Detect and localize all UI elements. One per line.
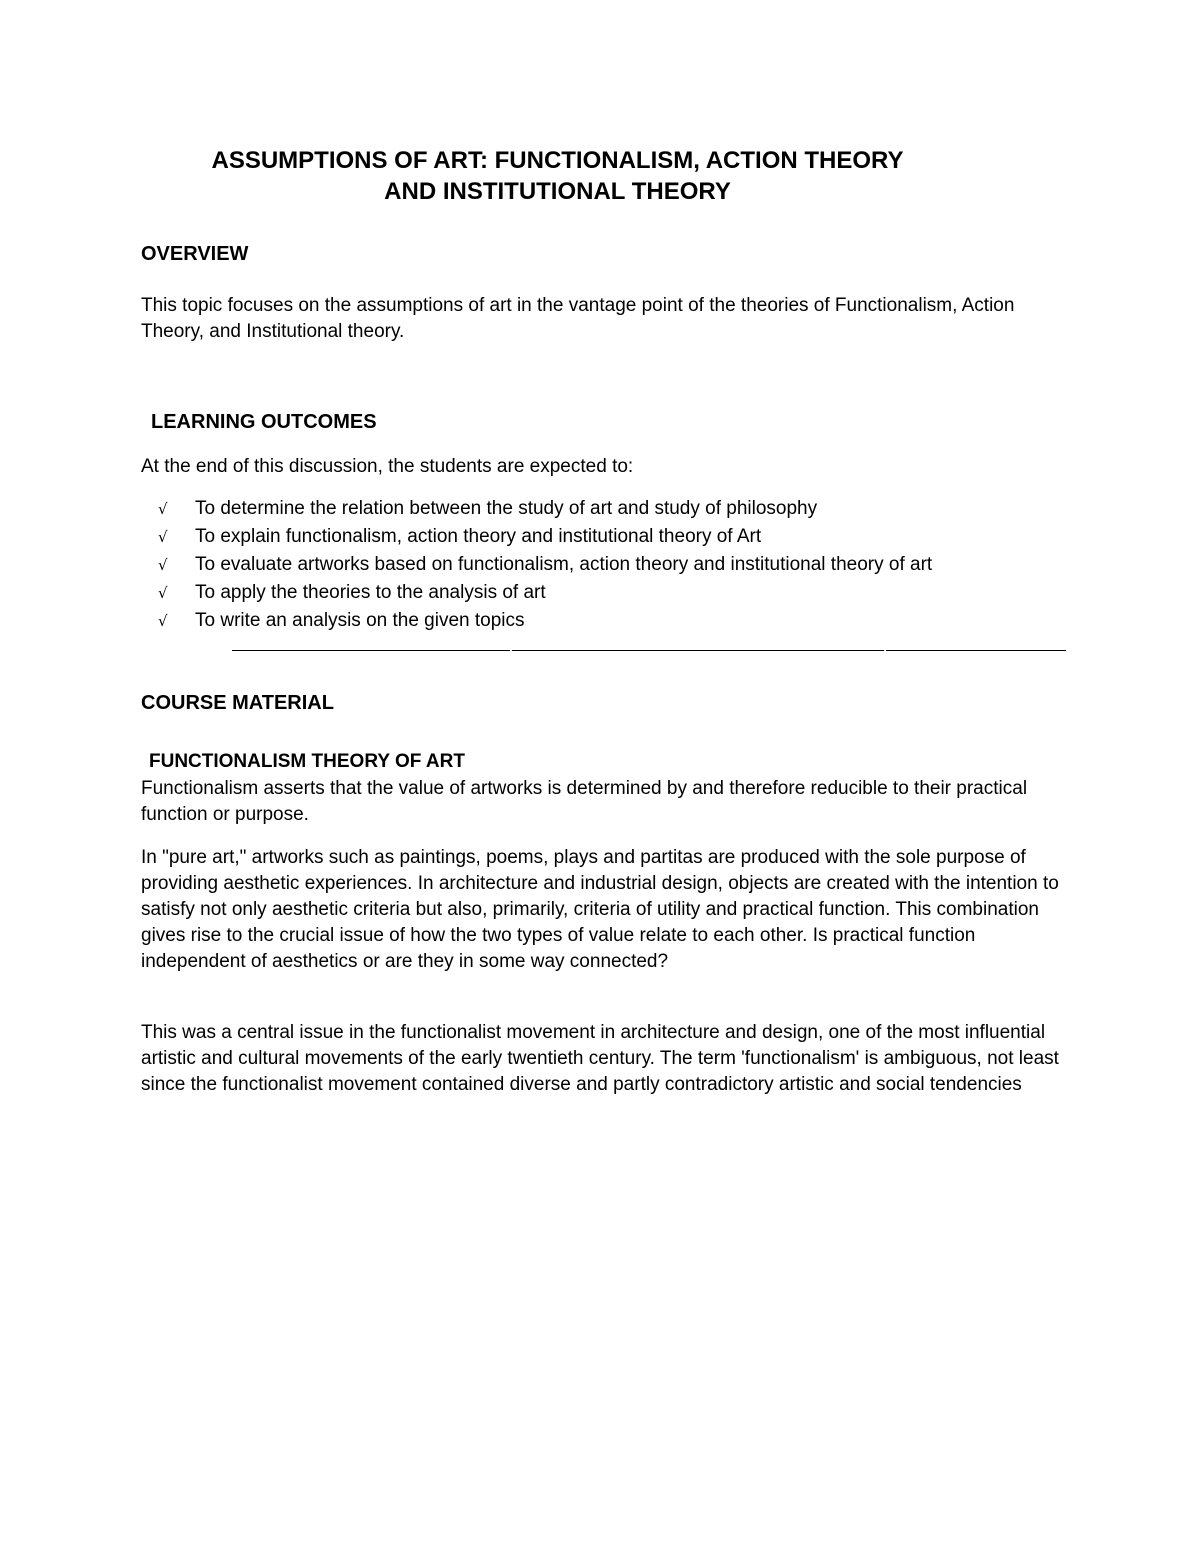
list-item (158, 551, 932, 579)
checkmark-icon: √ (158, 500, 168, 518)
learning-outcomes-heading: LEARNING OUTCOMES (151, 411, 377, 433)
divider-rule-left (232, 650, 510, 651)
overview-heading: OVERVIEW (141, 243, 249, 265)
course-paragraph-1: Functionalism asserts that the value of artworks is determined by and therefore reducible to their practical function or purpose. (141, 778, 1028, 825)
checkmark-icon: √ (158, 556, 168, 574)
document-title-line-1: ASSUMPTIONS OF ART: FUNCTIONALISM, ACTION THEORY (211, 147, 904, 174)
functionalism-subheading: FUNCTIONALISM THEORY OF ART (149, 751, 465, 772)
list-item-text: To determine the relation between the study of art and study of philosophy (195, 498, 818, 519)
list-item (158, 607, 932, 635)
list-item (158, 579, 932, 607)
course-material-heading: COURSE MATERIAL (141, 692, 334, 714)
list-item (158, 495, 932, 523)
list-item-text: To write an analysis on the given topics (195, 610, 525, 631)
overview-text: This topic focuses on the assumptions of art in the vantage point of the theories of Functionalism, Action Theory, and Institutional theory. (141, 295, 1015, 342)
list-item-text: To explain functionalism, action theory and institutional theory of Art (195, 526, 762, 547)
checkmark-icon: √ (158, 584, 168, 602)
document-title-line-2: AND INSTITUTIONAL THEORY (384, 178, 731, 205)
learning-outcomes-list (158, 495, 932, 635)
learning-outcomes-intro: At the end of this discussion, the students are expected to: (141, 456, 634, 477)
course-paragraph-2: In "pure art," artworks such as paintings, poems, plays and partitas are produced with the sole purpose of providing aesthetic experiences. In architecture and industrial design, objects are created with the intention to satisfy not only aesthetic criteria but also, primarily, criteria of utility and practical function. This combination gives rise to the crucial issue of how the two types of value relate to each other. Is practical function independent of aesthetics or are they in some way connected? (141, 847, 1059, 972)
divider-rule-middle (512, 650, 884, 651)
list-item-text: To evaluate artworks based on functionalism, action theory and institutional theory of art (195, 554, 933, 575)
document-title (120, 145, 995, 207)
checkmark-icon: √ (158, 528, 168, 546)
course-paragraph-3: This was a central issue in the functionalist movement in architecture and design, one of the most influential artistic and cultural movements of the early twentieth century. The term 'functionalism' is ambiguous, not least since the functionalist movement contained diverse and partly contradictory artistic and social tendencies (141, 1022, 1059, 1095)
list-item (158, 523, 932, 551)
divider-rule-right (886, 650, 1066, 651)
list-item-text: To apply the theories to the analysis of art (195, 582, 546, 603)
checkmark-icon: √ (158, 612, 168, 630)
